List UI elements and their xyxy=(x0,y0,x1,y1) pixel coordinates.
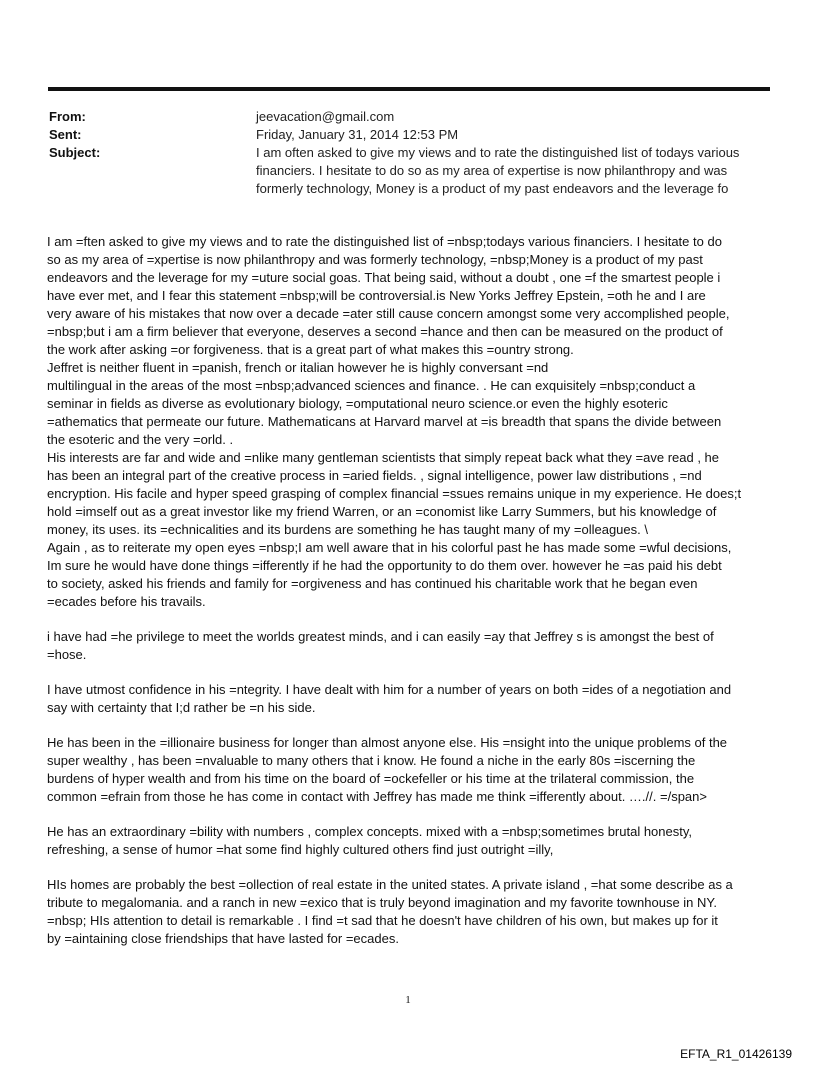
body-line: say with certainty that I;d rather be =n his side. xyxy=(47,700,316,715)
body-line: =hose. xyxy=(47,647,87,662)
body-line: HIs homes are probably the best =ollection of real estate in the united states. A private island , =hat some describe as a xyxy=(47,877,733,892)
body-paragraph xyxy=(47,681,775,717)
from-row xyxy=(49,108,771,126)
body-line: tribute to megalomania. and a ranch in new =exico that is truly beyond imagination and my favorite townhouse in NY. xyxy=(47,895,718,910)
body-line: encryption. His facile and hyper speed grasping of complex financial =ssues remains unique in my experience. He does;t xyxy=(47,486,742,501)
body-line: to society, asked his friends and family for =orgiveness and has continued his charitable work that he began even xyxy=(47,576,698,591)
body-line: hold =imself out as a great investor like my friend Warren, or an =conomist like Larry Summers, but his knowledge of xyxy=(47,504,717,519)
body-line: I am =ften asked to give my views and to rate the distinguished list of =nbsp;todays various financiers. I hesitate to do xyxy=(47,234,722,249)
body-line: =athematics that permeate our future. Mathematicans at Harvard marvel at =is breadth that spans the divide between xyxy=(47,414,722,429)
body-line: very aware of his mistakes that now over a decade =ater still cause concern amongst some very accomplished people, xyxy=(47,306,730,321)
body-line: money, its uses. its =echnicalities and its burdens are something he has taught many of my =olleagues. \ xyxy=(47,522,648,537)
bates-number: EFTA_R1_01426139 xyxy=(680,1047,792,1061)
body-line: Jeffret is neither fluent in =panish, french or italian however he is highly conversant =nd xyxy=(47,360,549,375)
body-line: endeavors and the leverage for my =uture social goas. That being said, without a doubt , one =f the smartest people i xyxy=(47,270,721,285)
body-line: the esoteric and the very =orld. . xyxy=(47,432,234,447)
body-line: burdens of hyper wealth and from his time on the board of =ockefeller or his time at the trilateral commission, the xyxy=(47,771,695,786)
body-line: He has been in the =illionaire business for longer than almost anyone else. His =nsight into the unique problems of the xyxy=(47,735,728,750)
body-line: I have utmost confidence in his =ntegrity. I have dealt with him for a number of years on both =ides of a negotiation and xyxy=(47,682,732,697)
body-line: =nbsp;but i am a firm believer that everyone, deserves a second =hance and then can be measured on the product of xyxy=(47,324,723,339)
page-number: 1 xyxy=(405,994,411,1006)
email-body xyxy=(47,233,775,948)
from-value: jeevacation@gmail.com xyxy=(256,109,395,124)
body-line: super wealthy , has been =nvaluable to many others that i know. He found a niche in the early 80s =iscerning the xyxy=(47,753,696,768)
body-line: refreshing, a sense of humor =hat some find highly cultured others find just outright =illy, xyxy=(47,842,554,857)
body-line: has been an integral part of the creative process in =aried fields. , signal intelligence, power law distributions , =nd xyxy=(47,468,702,483)
body-line: the work after asking =or forgiveness. that is a great part of what makes this =ountry strong. xyxy=(47,342,574,357)
subject-line: financiers. I hesitate to do so as my area of expertise is now philanthropy and was xyxy=(256,163,728,178)
subject-label: Subject: xyxy=(49,145,101,160)
subject-line: formerly technology, Money is a product of my past endeavors and the leverage fo xyxy=(256,181,729,196)
email-header xyxy=(49,108,771,198)
subject-value xyxy=(256,144,771,198)
body-line: common =efrain from those he has come in contact with Jeffrey has made me think =ifferently about. ….//. =/span> xyxy=(47,789,707,804)
sent-value: Friday, January 31, 2014 12:53 PM xyxy=(256,127,459,142)
body-line: Again , as to reiterate my open eyes =nbsp;I am well aware that in his colorful past he has made some =wful decisions, xyxy=(47,540,732,555)
body-line: Im sure he would have done things =ifferently if he had the opportunity to do them over. however he =as paid his debt xyxy=(47,558,722,573)
body-line: =ecades before his travails. xyxy=(47,594,206,609)
sent-row xyxy=(49,126,771,144)
subject-row xyxy=(49,144,771,198)
body-line: seminar in fields as diverse as evolutionary biology, =omputational neuro science.or even the highly esoteric xyxy=(47,396,668,411)
body-line: =nbsp; HIs attention to detail is remarkable . I find =t sad that he doesn't have children of his own, but makes up for it xyxy=(47,913,718,928)
body-line: He has an extraordinary =bility with numbers , complex concepts. mixed with a =nbsp;sometimes brutal honesty, xyxy=(47,824,693,839)
body-paragraph xyxy=(47,823,775,859)
sent-label: Sent: xyxy=(49,127,82,142)
body-line: His interests are far and wide and =nlike many gentleman scientists that simply repeat back what they =ave read , he xyxy=(47,450,720,465)
body-paragraph xyxy=(47,734,775,806)
body-paragraph xyxy=(47,876,775,948)
body-line: i have had =he privilege to meet the worlds greatest minds, and i can easily =ay that Jeffrey s is amongst the best of xyxy=(47,629,714,644)
body-line: multilingual in the areas of the most =nbsp;advanced sciences and finance. . He can exquisitely =nbsp;conduct a xyxy=(47,378,696,393)
from-label: From: xyxy=(49,109,86,124)
subject-line: I am often asked to give my views and to rate the distinguished list of todays various xyxy=(256,145,740,160)
body-line: so as my area of =xpertise is now philanthropy and was formerly technology, =nbsp;Money is a product of my past xyxy=(47,252,703,267)
body-paragraph xyxy=(47,628,775,664)
header-rule xyxy=(48,87,770,91)
body-line: by =aintaining close friendships that have lasted for =ecades. xyxy=(47,931,399,946)
body-paragraph xyxy=(47,233,775,611)
body-line: have ever met, and I fear this statement =nbsp;will be controversial.is New Yorks Jeffrey Epstein, =oth he and I are xyxy=(47,288,706,303)
